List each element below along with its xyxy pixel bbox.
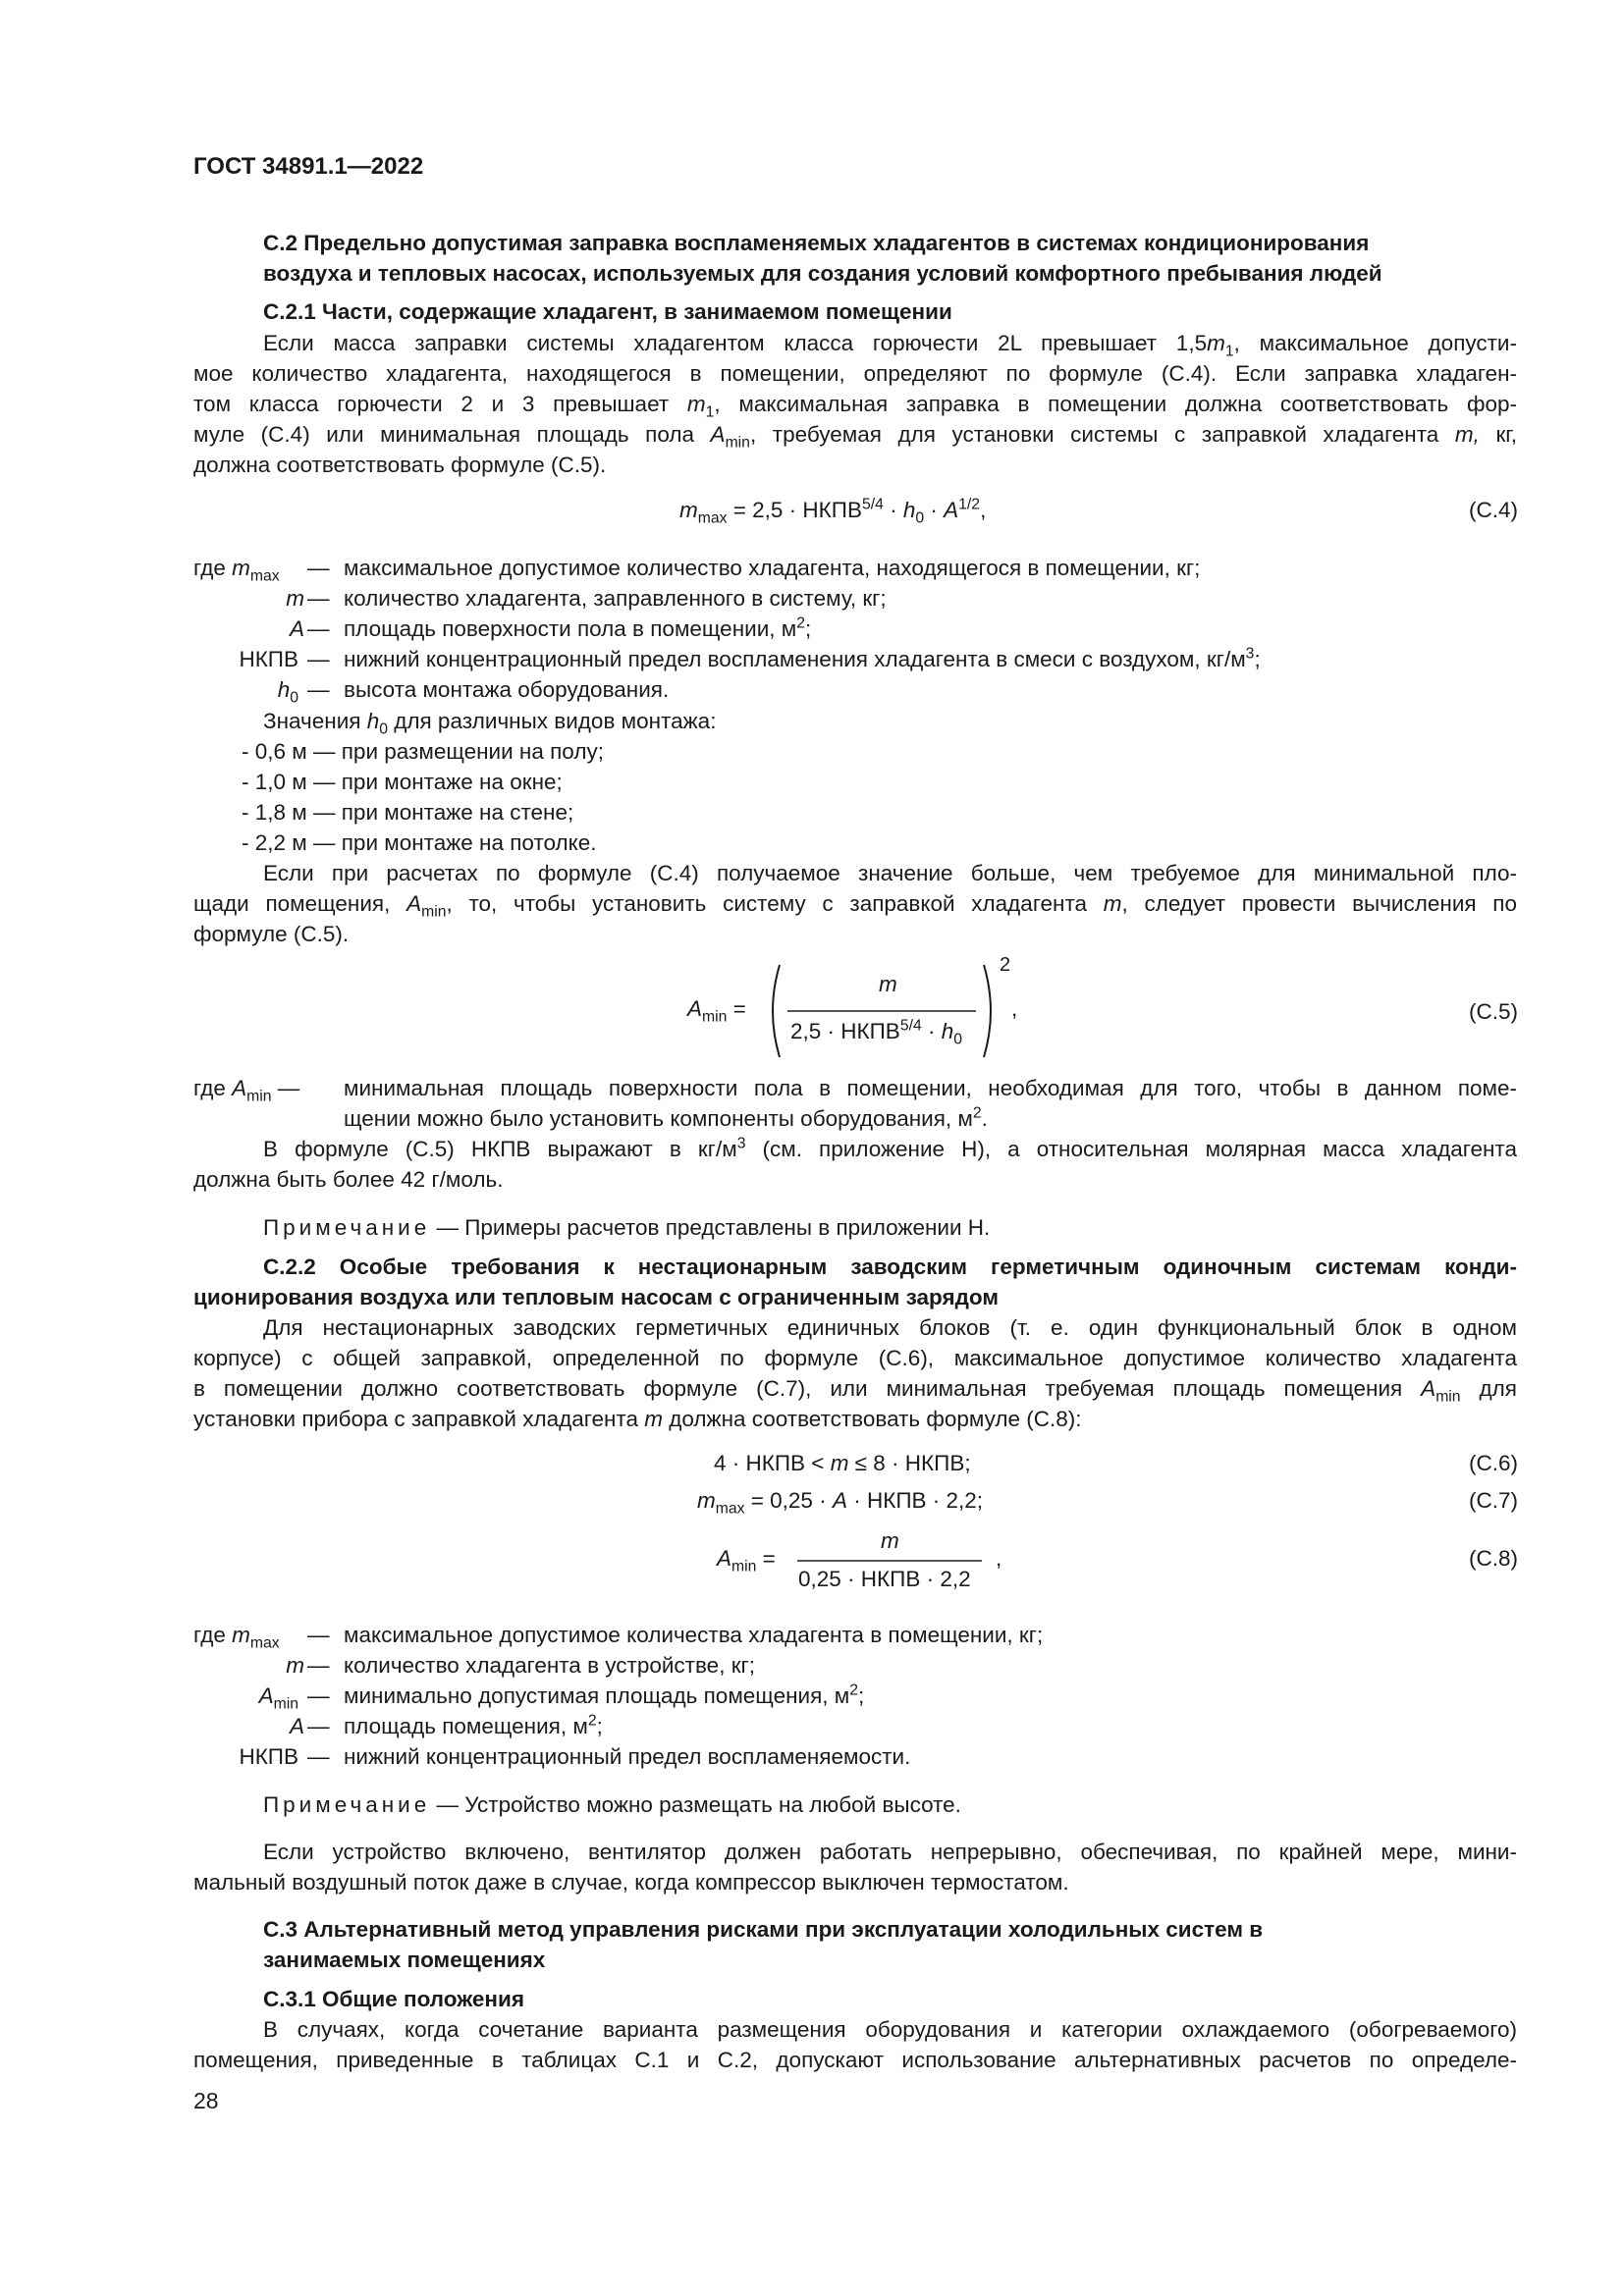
def-dash: —: [307, 1714, 330, 1738]
list-item: - 1,0 м — при монтаже на окне;: [242, 770, 563, 794]
eq8-end: ,: [996, 1546, 1002, 1571]
def2-mmax-term: где $m_{max}$: [193, 1623, 280, 1652]
list-item: - 0,6 м — при размещении на полу;: [242, 739, 604, 764]
def-dash: —: [307, 1683, 330, 1708]
c22-note: Примечание — Устройство можно размещать на любой высоте.: [263, 1792, 961, 1817]
def-dash: —: [307, 616, 330, 641]
equation-c4-number: (С.4): [1469, 498, 1518, 522]
def-A-text: площадь поверхности пола в помещении, $м^2$;: [344, 614, 812, 641]
equation-c6-number: (С.6): [1469, 1451, 1518, 1475]
def-dash: —: [307, 556, 330, 580]
section-c22-title-line2: ционирования воздуха или тепловым насосам с ограниченным зарядом: [193, 1285, 1000, 1309]
eq5-end: ,: [1011, 996, 1018, 1021]
def-nkpv-text: нижний концентрационный предел воспламенения хладагента в смеси с воздухом, $кг/м^3$;: [344, 645, 1261, 671]
section-c21-title: С.2.1 Части, содержащие хладагент, в занимаемом помещении: [263, 299, 952, 324]
def-h0-text: высота монтажа оборудования.: [344, 677, 670, 702]
def2-m-text: количество хладагента в устройстве, кг;: [344, 1653, 755, 1678]
c21-note: Примечание — Примеры расчетов представлены в приложении Н.: [263, 1215, 991, 1240]
document-header: ГОСТ 34891.1—2022: [193, 153, 424, 180]
c22-p-line3: в помещении должно соответствовать формуле (С.7), или минимальная требуемая площадь помещения $A_{min}$ для: [193, 1376, 1517, 1406]
c21-p1-line5: должна соответствовать формуле (С.5).: [193, 453, 607, 477]
def2-nkpv-text: нижний концентрационный предел воспламеняемости.: [344, 1744, 911, 1769]
equation-c7: $m_{max} = 0,25 \cdot A$ · НКПВ · 2,2;: [697, 1488, 984, 1518]
c21-p2-line2: щади помещения, $A_{min}$, то, чтобы установить систему с заправкой хладагента m, следует провести вычисления по: [193, 891, 1517, 921]
eq5-lhs: $A_{min}$ =: [687, 996, 746, 1026]
equation-c8-number: (С.8): [1469, 1546, 1518, 1571]
def-amin-term: где $A_{min}$ —: [193, 1076, 300, 1105]
def-dash: —: [307, 586, 330, 611]
def2-mmax-text: максимальное допустимое количества хладагента в помещении, кг;: [344, 1623, 1044, 1647]
list-item: - 1,8 м — при монтаже на стене;: [242, 800, 574, 825]
c21-p1-line2: мое количество хладагента, находящегося в помещении, определяют по формуле (С.4). Если заправка хладаген-: [193, 361, 1517, 386]
c31-p-line2: помещения, приведенные в таблицах С.1 и С.2, допускают использование альтернативных расчетов по определе-: [193, 2048, 1517, 2072]
def-m-text: количество хладагента, заправленного в систему, кг;: [344, 586, 887, 611]
h0-values-intro: Значения $h_0$ для различных видов монтажа:: [263, 709, 717, 738]
equation-c4: $m_{max} = 2,5$ · $НКПВ^{5/4} \cdot h_0 \cdot A^{1/2}$,: [679, 496, 987, 527]
c21-p2-line1: Если при расчетах по формуле (С.4) получаемое значение больше, чем требуемое для минимальной пло-: [263, 861, 1517, 885]
c21-p1-line3: том класса горючести 2 и 3 превышает $m_1$, максимальная заправка в помещении должна соответствовать фор-: [193, 392, 1517, 421]
section-c3-title-line1: С.3 Альтернативный метод управления рисками при эксплуатации холодильных систем в: [263, 1917, 1264, 1942]
eq8-lhs: $A_{min}$ =: [717, 1546, 776, 1575]
eq5-numerator: m: [879, 972, 897, 996]
eq8-numerator: m: [881, 1528, 899, 1553]
list-item: - 2,2 м — при монтаже на потолке.: [242, 830, 597, 855]
def-h0-term: $h_0$: [277, 677, 298, 707]
def-amin-text-line2: щении можно было установить компоненты оборудования, $м^2$.: [344, 1104, 988, 1131]
section-c31-title: С.3.1 Общие положения: [263, 1987, 524, 2011]
def2-A-term: A: [289, 1714, 304, 1738]
c22-p-line1: Для нестационарных заводских герметичных единичных блоков (т. е. один функциональный блок в одном: [263, 1315, 1517, 1340]
def-m-term: m: [286, 586, 304, 611]
def-dash: —: [307, 1623, 330, 1647]
def2-m-term: m: [286, 1653, 304, 1678]
def-A-term: A: [289, 616, 304, 641]
equation-c7-number: (С.7): [1469, 1488, 1518, 1513]
c21-p3-line2: должна быть более 42 г/моль.: [193, 1167, 504, 1192]
section-c2-title-line2: воздуха и тепловых насосах, используемых для создания условий комфортного пребывания людей: [263, 261, 1382, 286]
def-dash: —: [307, 1653, 330, 1678]
def-mmax-text: максимальное допустимое количество хладагента, находящегося в помещении, кг;: [344, 556, 1201, 580]
def-dash: —: [307, 677, 330, 702]
c21-p2-line3: формуле (С.5).: [193, 922, 350, 946]
equation-c5-number: (С.5): [1469, 999, 1518, 1024]
def2-amin-term: $A_{min}$: [258, 1683, 298, 1713]
c22-p2-line2: мальный воздушный поток даже в случае, когда компрессор выключен термостатом.: [193, 1870, 1069, 1895]
eq5-power: 2: [1000, 954, 1011, 976]
def2-nkpv-term: НКПВ: [239, 1744, 298, 1769]
def-nkpv-term: НКПВ: [239, 647, 298, 671]
c21-p3-line1: В формуле (С.5) НКПВ выражают в $кг/м^3$ (см. приложение Н), а относительная молярная масса хладагента: [263, 1135, 1517, 1161]
c22-p-line2: корпусе) с общей заправкой, определенной по формуле (С.6), максимальное допустимое количество хладагента: [193, 1346, 1517, 1370]
section-c3-title-line2: занимаемых помещениях: [263, 1948, 546, 1972]
section-c22-title-line1: С.2.2 Особые требования к нестационарным заводским герметичным одиночным системам конди-: [263, 1255, 1517, 1279]
def2-A-text: площадь помещения, $м^2$;: [344, 1712, 603, 1738]
equation-c8: [717, 1523, 1011, 1602]
c21-p1-line4: муле (С.4) или минимальная площадь пола $A_{min}$, требуемая для установки системы с заправкой хладагента m, кг,: [193, 422, 1517, 452]
c22-p2-line1: Если устройство включено, вентилятор должен работать непрерывно, обеспечивая, по крайней мере, мини-: [263, 1840, 1517, 1864]
c21-p1-line1: Если масса заправки системы хладагентом класса горючести 2L превышает $1,5m_1$, максимальное допусти-: [263, 331, 1517, 360]
section-c2-title-line1: С.2 Предельно допустимая заправка воспламеняемых хладагентов в системах кондиционирования: [263, 231, 1370, 255]
equation-c6: 4 · НКПВ < m ≤ 8 · НКПВ;: [714, 1451, 971, 1475]
def-dash: —: [307, 647, 330, 671]
eq5-denominator: $2,5 \cdot НКПВ^{5/4} \cdot h_0$: [790, 1017, 962, 1048]
def-mmax-term: где $m_{max}$: [193, 556, 280, 585]
equation-c5: [687, 954, 1041, 1065]
c22-p-line4: установки прибора с заправкой хладагента m должна соответствовать формуле (С.8):: [193, 1407, 1082, 1431]
def2-amin-text: минимально допустимая площадь помещения, $м^2$;: [344, 1682, 865, 1708]
eq8-denominator: 0,25 · НКПВ · 2,2: [798, 1567, 971, 1591]
page-number: 28: [193, 2088, 219, 2113]
def-amin-text-line1: минимальная площадь поверхности пола в помещении, необходимая для того, чтобы в данном поме-: [344, 1076, 1517, 1100]
c31-p-line1: В случаях, когда сочетание варианта размещения оборудования и категории охлаждаемого (обогреваемого): [263, 2017, 1517, 2042]
def-dash: —: [307, 1744, 330, 1769]
